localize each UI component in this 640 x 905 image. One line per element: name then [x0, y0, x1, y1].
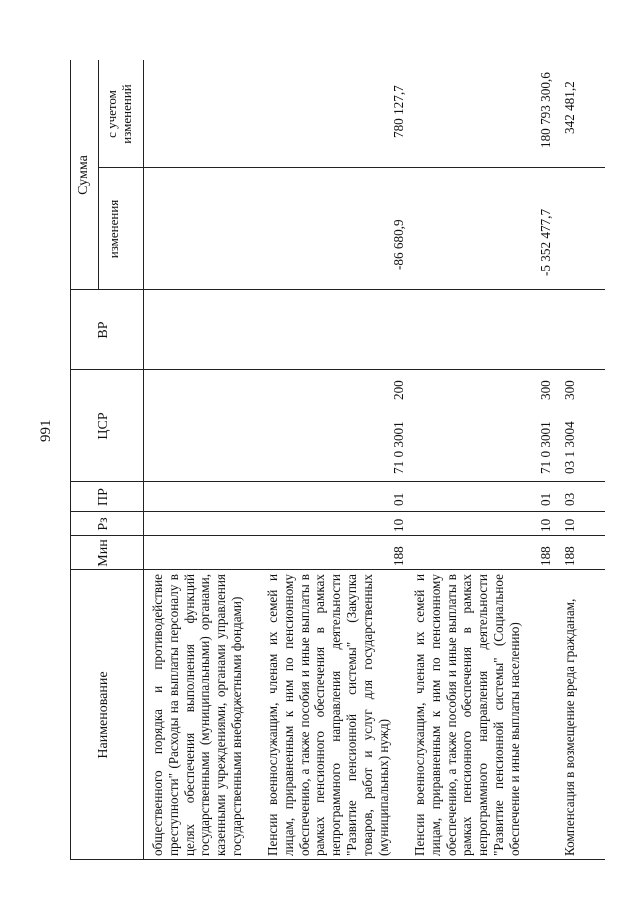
row-pr: 01: [391, 492, 406, 506]
row-change: -86 680,9: [391, 219, 406, 270]
row-total: 180 793 300,6: [538, 72, 553, 148]
table-row: [562, 60, 602, 860]
header-sum: Сумма: [76, 155, 91, 195]
row-min: 188: [391, 546, 406, 566]
row-rz: 10: [562, 518, 577, 532]
row-rz: 10: [391, 518, 406, 532]
row-pr: 03: [562, 492, 577, 506]
header-vr: ВР: [96, 321, 111, 339]
row-vr: 200: [391, 380, 406, 400]
row-rz: 10: [538, 518, 553, 532]
header-name: Наименование: [96, 671, 111, 759]
header-with-change: с учетом изменений: [104, 84, 134, 144]
header-rz: Рз: [96, 517, 111, 531]
row-csr: 71 0 3001: [538, 421, 553, 474]
row-total: 342 481,2: [562, 81, 577, 134]
table-row: [265, 60, 410, 860]
table-row: [412, 60, 557, 860]
page-number: 991: [38, 419, 54, 442]
header-min: Мин: [96, 539, 111, 567]
row-csr: 71 0 3001: [391, 421, 406, 474]
sum-subheader-rule: [98, 60, 99, 290]
row-name: Компенсация в возмещение вреда гражданам,: [562, 598, 577, 856]
row-change: -5 352 477,7: [538, 208, 553, 276]
row-name: Пенсии военнослужащим, членам их семей и лицам, приравненным к ним по пенсионному обеспечению, а также пособия и иные выплаты в рамках пенсионного обеспечения в рамках непрограммного направления деятельности "Развитие пенсионной системы" (Социальное обеспечение и иные выплаты населению): [412, 574, 522, 856]
row-vr: 300: [538, 380, 553, 400]
row-min: 188: [538, 546, 553, 566]
budget-table: [70, 60, 605, 860]
row-name: общественного порядка и противодействие преступности" (Расходы на выплаты персоналу в целях обеспечения выполнения функций государственными (муниципальными) органами, казенными учреждениями, органами управления государственными внебюджетными фондами): [150, 574, 244, 856]
header-bottom-border: [143, 60, 144, 860]
table-row: [150, 60, 260, 860]
header-csr: ЦСР: [96, 412, 111, 440]
row-csr: 03 1 3004: [562, 421, 577, 474]
row-vr: 300: [562, 380, 577, 400]
table-top-border: [70, 60, 71, 860]
row-min: 188: [562, 546, 577, 566]
row-total: 780 127,7: [391, 85, 406, 138]
header-pr: ПР: [96, 488, 111, 506]
row-pr: 01: [538, 492, 553, 506]
header-change: изменения: [106, 199, 121, 259]
row-name: Пенсии военнослужащим, членам их семей и лицам, приравненным к ним по пенсионному обеспечению, а также пособия и иные выплаты в рамках пенсионного обеспечения в рамках непрограммного направления деятельности "Развитие пенсионной системы" (Закупка товаров, работ и услуг для государственных (муниципальных) нужд): [265, 574, 391, 856]
